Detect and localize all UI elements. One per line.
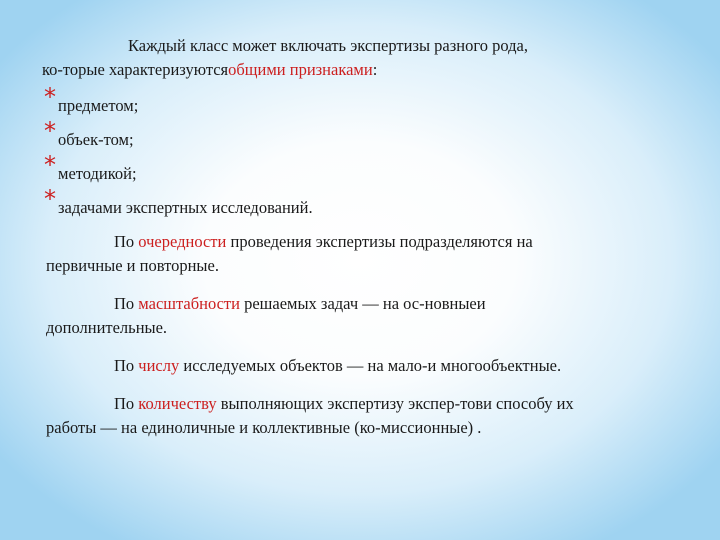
- intro-line-1: Каждый класс может включать экспертизы разного рода,: [128, 36, 528, 55]
- paragraph-prefix: По: [114, 356, 139, 375]
- list-item: [44, 117, 690, 154]
- asterisk-bullet-icon: *: [44, 185, 56, 213]
- asterisk-bullet-icon: *: [44, 151, 56, 179]
- paragraph-line: первичные и повторные.: [46, 256, 219, 275]
- list-item-text: задачами экспертных исследований.: [58, 198, 313, 217]
- intro-text: ко-торые характеризуются: [42, 60, 229, 79]
- classification-paragraph: [30, 354, 690, 378]
- intro-paragraph: [30, 34, 690, 82]
- list-item-text: объек-том;: [58, 130, 134, 149]
- paragraph-text: исследуемых объектов — на мало-и многообъектные.: [179, 356, 562, 375]
- slide-content: [30, 34, 690, 440]
- classification-paragraph: [30, 292, 690, 340]
- paragraph-line: работы — на единоличные и коллективные (ко-миссионные) .: [46, 418, 482, 437]
- list-item: [44, 151, 690, 188]
- paragraph-text: выполняющих экспертизу экспер-тови способу их: [216, 394, 574, 413]
- paragraph-line: [46, 392, 690, 416]
- paragraph-prefix: По: [114, 232, 139, 251]
- list-item-text: методикой;: [58, 164, 137, 183]
- classification-paragraph: [30, 392, 690, 440]
- asterisk-bullet-icon: *: [44, 83, 56, 111]
- paragraph-text: решаемых задач — на ос-новныеи: [239, 294, 486, 313]
- intro-line-2: [42, 58, 690, 82]
- paragraph-text: проведения экспертизы подразделяются на: [226, 232, 533, 251]
- highlight-term: числу: [138, 356, 180, 375]
- paragraph-line: [46, 354, 690, 378]
- highlight-term: масштабности: [138, 294, 240, 313]
- paragraph-line: [46, 230, 690, 254]
- paragraph-prefix: По: [114, 294, 139, 313]
- asterisk-bullet-icon: *: [44, 117, 56, 145]
- highlight-term: количеству: [138, 394, 217, 413]
- list-item: [44, 185, 690, 222]
- feature-list: [44, 83, 690, 222]
- list-item: [44, 83, 690, 120]
- intro-colon: :: [372, 60, 378, 79]
- paragraph-prefix: По: [114, 394, 139, 413]
- paragraph-line: [46, 292, 690, 316]
- classification-paragraph: [30, 230, 690, 278]
- paragraph-line: дополнительные.: [46, 318, 168, 337]
- highlight-term: очередности: [138, 232, 227, 251]
- list-item-text: предметом;: [58, 96, 139, 115]
- highlight-general-features: общими признаками: [228, 60, 373, 79]
